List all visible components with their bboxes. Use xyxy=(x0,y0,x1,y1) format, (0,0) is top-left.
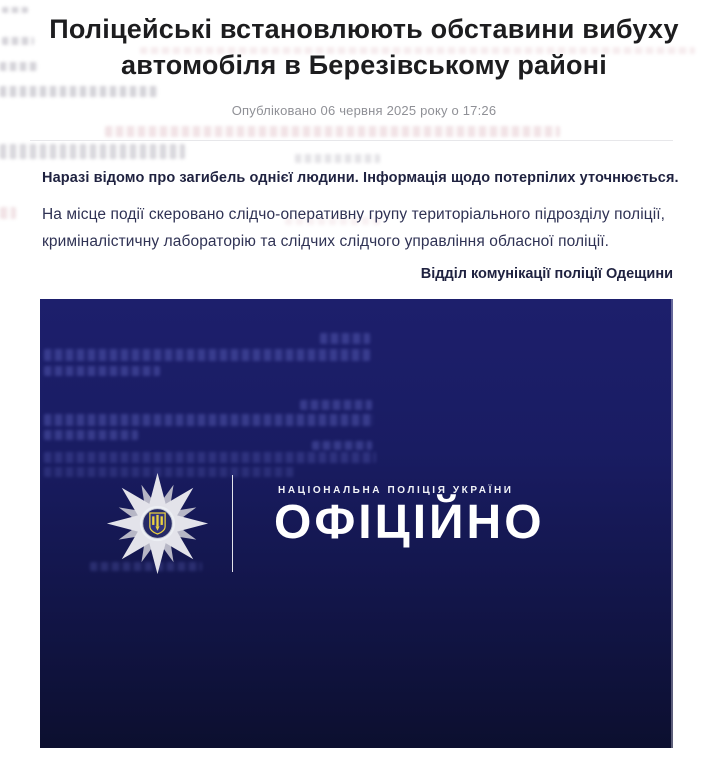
ghost-text-artifact xyxy=(300,400,372,410)
ghost-text-artifact xyxy=(44,452,376,463)
logo-divider-line xyxy=(232,475,233,572)
official-word-label: ОФІЦІЙНО xyxy=(274,496,545,549)
page-title-line2: автомобіля в Березівському районі xyxy=(121,49,607,80)
ghost-text-artifact xyxy=(44,414,374,426)
ghost-text-artifact xyxy=(2,37,34,45)
ghost-text-artifact xyxy=(0,144,185,159)
article-body-paragraph: На місце події скеровано слідчо-оперативну групу територіального підрозділу поліції, криміналістичну лабораторію та слідчих слідчого управління обласної поліції. xyxy=(42,206,666,250)
ghost-text-artifact xyxy=(44,430,138,440)
page-title-line1: Поліцейські встановлюють обставини вибуху xyxy=(49,14,679,44)
article-lead-paragraph: Наразі відомо про загибель однієї людини. Інформація щодо потерпілих уточнюється. xyxy=(42,170,679,186)
org-name-label: НАЦІОНАЛЬНА ПОЛІЦІЯ УКРАЇНИ xyxy=(278,485,514,496)
official-police-banner-image xyxy=(40,299,673,748)
ghost-text-artifact xyxy=(0,62,38,71)
ghost-text-artifact xyxy=(44,366,160,376)
ghost-text-artifact xyxy=(0,207,16,219)
ghost-text-artifact xyxy=(105,126,560,137)
police-star-badge-icon xyxy=(105,471,210,576)
ghost-text-artifact xyxy=(0,86,158,97)
ghost-text-artifact xyxy=(295,154,380,163)
publish-date: Опубліковано 06 червня 2025 року о 17:26 xyxy=(231,103,497,118)
article-byline: Відділ комунікації поліції Одещини xyxy=(420,266,673,282)
ghost-text-artifact xyxy=(320,333,370,344)
ghost-text-artifact xyxy=(2,7,28,13)
ghost-text-artifact xyxy=(312,441,372,450)
horizontal-divider xyxy=(30,140,673,141)
page-title xyxy=(44,12,684,83)
ghost-text-artifact xyxy=(44,349,370,361)
